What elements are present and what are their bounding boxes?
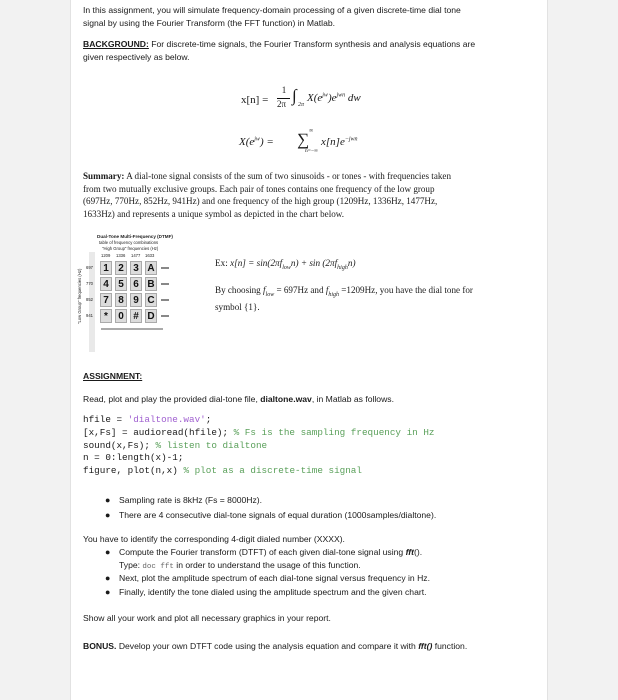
dtmf-key: #	[130, 309, 142, 323]
dtmf-key: B	[145, 277, 157, 291]
dtmf-high-freq: 1336	[116, 253, 126, 258]
show-work-line: Show all your work and plot all necessary graphics in your report.	[83, 613, 331, 623]
dtmf-low-freq: 941	[86, 313, 93, 318]
dtmf-column-marks	[101, 328, 163, 330]
bullet-dialtone-count: ● There are 4 consecutive dial-tone signals of equal duration (1000samples/dialtone).	[105, 510, 437, 520]
assignment-file: dialtone.wav	[260, 393, 312, 404]
background-text-1: For discrete-time signals, the Fourier Transform synthesis and analysis equations are	[148, 39, 476, 49]
dtmf-key: 5	[115, 277, 127, 291]
analysis-sigma: ∑	[297, 130, 310, 149]
analysis-lhs: $X(e^{jw})$ =	[239, 136, 274, 148]
bullet-identify-tone: ● Finally, identify the tone dialed using the amplitude spectrum and the given chart.	[105, 587, 427, 597]
bullet-compute-fft: ● Compute the Fourier transform (DTFT) of each given dial-tone signal using fft().	[105, 547, 423, 557]
dtmf-row-mark	[161, 267, 169, 269]
dtmf-low-freq: 770	[86, 281, 93, 286]
assignment-heading: ASSIGNMENT:	[83, 371, 143, 381]
analysis-equation	[239, 130, 439, 162]
dtmf-key: 2	[115, 261, 127, 275]
dtmf-row-mark	[161, 299, 169, 301]
dtmf-high-freq: 1477	[131, 253, 141, 258]
example-line-2: symbol {1}.	[215, 301, 260, 312]
synthesis-equation	[241, 85, 441, 114]
dtmf-key: C	[145, 293, 157, 307]
background-paragraph	[83, 38, 543, 63]
code-line-4: n = 0:length(x)-1;	[83, 452, 184, 463]
summary-line-4: 1633Hz) and represents a unique symbol as depicted in the chart below.	[83, 208, 345, 219]
bonus-line: BONUS. Develop your own DTFT code using the analysis equation and compare it with fft() function.	[83, 641, 468, 651]
summary-label: Summary:	[83, 171, 125, 181]
code-line-3: sound(x,Fs); % listen to dialtone	[83, 440, 268, 451]
dtmf-subtitle: table of frequency combinations	[99, 240, 159, 245]
dtmf-row-mark	[161, 315, 169, 317]
code-line-2: [x,Fs] = audioread(hfile); % Fs is the sampling frequency in Hz	[83, 427, 435, 438]
dtmf-key: 1	[100, 261, 112, 275]
dtmf-high-freq: 1209	[101, 253, 111, 258]
dtmf-high-freq: 1633	[145, 253, 155, 258]
assignment-text: Read, plot and play the provided dial-tone file, dialtone.wav, in Matlab as follows.	[83, 393, 394, 404]
dtmf-key: *	[100, 309, 112, 323]
dtmf-low-label: "Low Group" frequencies (Hz)	[77, 268, 82, 324]
example-explanation: By choosing $f_{low} = 697Hz$ and $f_{high} =1209Hz$, you have the dial tone for symbol {1}.	[215, 284, 545, 313]
identify-line: You have to identify the corresponding 4-digit dialed number (XXXX).	[83, 534, 345, 544]
summary-line-2: from two mutually exclusive groups. Each pair of tones contains one frequency of the low group	[83, 183, 435, 194]
document-page	[70, 0, 548, 700]
dtmf-title: Dual-Tone Multi-Frequency (DTMF)	[97, 234, 173, 239]
dtmf-key: 3	[130, 261, 142, 275]
dtmf-chart	[77, 232, 203, 362]
synthesis-integral: ∫	[292, 86, 297, 105]
intro-line-1: In this assignment, you will simulate frequency-domain processing of a given discrete-time dial tone	[83, 5, 461, 15]
synthesis-body: $X(e^{jw})e^{jwn}$ dw	[307, 92, 361, 104]
type-doc-fft: Type: doc fft in order to understand the usage of this function.	[119, 560, 361, 571]
bullet-plot-spectrum: ● Next, plot the amplitude spectrum of each dial-tone signal versus frequency in Hz.	[105, 573, 430, 583]
background-text-2: given respectively as below.	[83, 51, 190, 62]
dtmf-key: 0	[115, 309, 127, 323]
code-line-1: hfile = 'dialtone.wav';	[83, 414, 212, 425]
dtmf-key: 4	[100, 277, 112, 291]
dtmf-key: A	[145, 261, 157, 275]
dtmf-row-mark	[161, 283, 169, 285]
dtmf-key: 8	[115, 293, 127, 307]
dtmf-key: 6	[130, 277, 142, 291]
assignment-section	[83, 370, 543, 405]
summary-line-1: A dial-tone signal consists of the sum of two sinusoids - or tones - with frequencies taken	[124, 171, 452, 181]
dtmf-high-label: "High Group" frequencies (Hz)	[102, 246, 159, 251]
analysis-lower-limit: n=−∞	[305, 148, 318, 154]
dtmf-low-freq: 697	[86, 265, 93, 270]
synthesis-frac-den: 2π	[277, 99, 287, 109]
code-line-5: figure, plot(n,x) % plot as a discrete-time signal	[83, 465, 362, 476]
summary-line-3: (697Hz, 770Hz, 852Hz, 941Hz) and one frequency of the high group (1209Hz, 1336Hz, 1477Hz,	[83, 196, 438, 207]
intro-line-2: signal by using the Fourier Transform (the FFT function) in Matlab.	[83, 17, 336, 28]
bullet-sampling-rate: ● Sampling rate is 8kHz (Fs = 8000Hz).	[105, 495, 263, 505]
dtmf-low-freq: 852	[86, 297, 93, 302]
dtmf-key: 9	[130, 293, 142, 307]
analysis-body: $x[n]e^{-jwn}$	[321, 136, 358, 148]
synthesis-frac-num: 1	[281, 85, 287, 95]
example-equation: Ex: $x[n] = \sin(2\pi f_{low}n) + \sin (2\pi f_{high}n)$	[215, 258, 356, 271]
background-heading: BACKGROUND:	[83, 39, 149, 49]
analysis-upper-limit: ∞	[309, 128, 314, 134]
summary-paragraph	[83, 170, 543, 220]
dtmf-key: 7	[100, 293, 112, 307]
synthesis-limit: 2π	[298, 102, 305, 108]
synthesis-lhs: x[n] =	[241, 94, 269, 106]
intro-paragraph	[83, 4, 543, 29]
dtmf-key: D	[145, 309, 157, 323]
